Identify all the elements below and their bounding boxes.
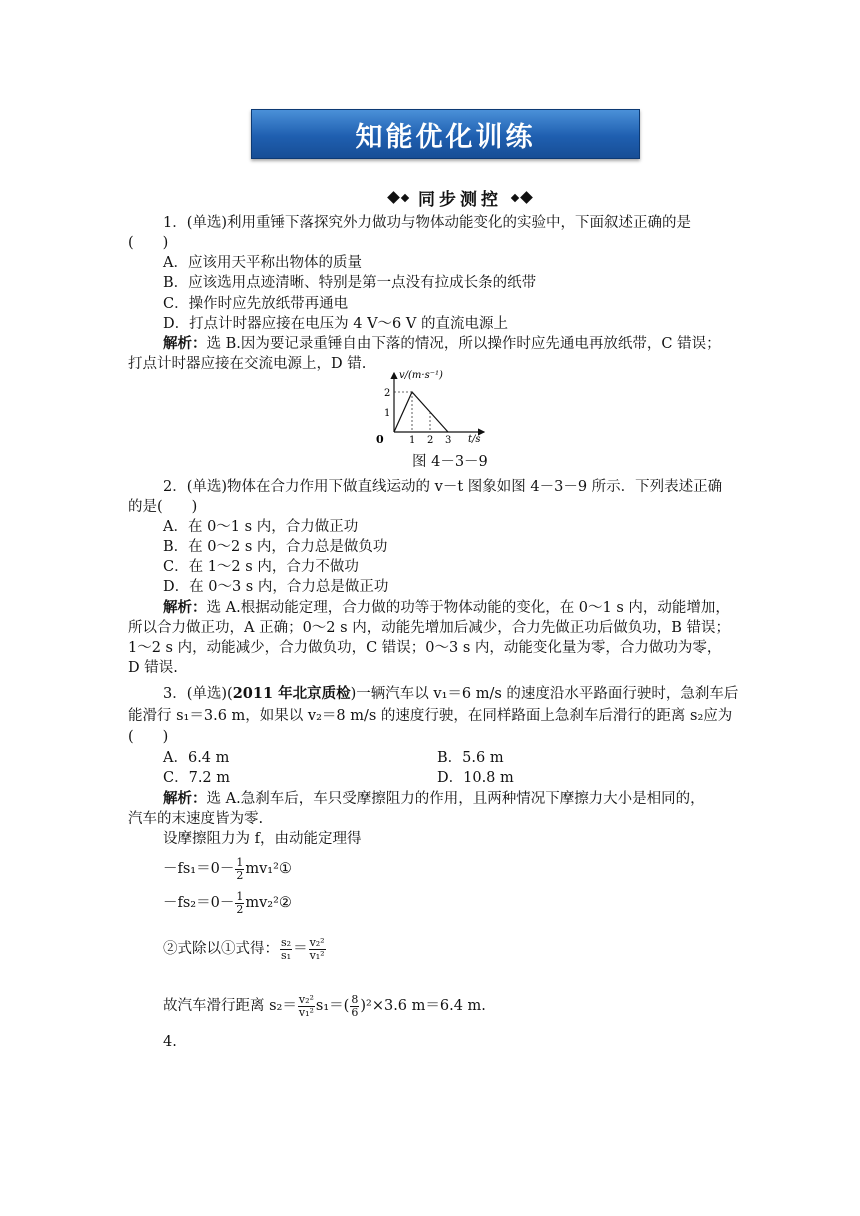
- equation-1: －fs₁＝0－ $\frac{1}{2}$ mv₁²①: [163, 855, 292, 882]
- q3-analysis-cont: 汽车的末速度皆为零.: [128, 811, 264, 827]
- q3-stem-cont: 能滑行 s₁＝3.6 m，如果以 v₂＝8 m/s 的速度行驶，在同样路面上急刹车后滑行的距离 s₂应为: [128, 708, 733, 724]
- q3-option-c: C．7.2 m: [163, 770, 231, 786]
- fraction-s-ratio: $\frac{\text{s₂}}{\text{s₁}}$: [281, 935, 292, 962]
- origin-label: 0: [376, 433, 384, 444]
- fraction-v-ratio: $\frac{\text{v₂²}}{\text{v₁²}}$: [298, 992, 314, 1019]
- fraction-8-6: $\frac{8}{6}$: [351, 992, 359, 1019]
- q1-stem: 1．(单选)利用重锤下落探究外力做功与物体动能变化的实验中，下面叙述正确的是: [163, 215, 692, 231]
- fraction-half: $\frac{1}{2}$: [236, 855, 244, 882]
- x-tick-label: 2: [427, 435, 434, 444]
- q1-bracket: ( ): [128, 235, 169, 251]
- q3-option-b: B．5.6 m: [437, 750, 504, 766]
- q2-analysis-cont: D 错误.: [128, 660, 178, 676]
- q3-analysis-cont: 设摩擦阻力为 f，由动能定理得: [163, 831, 362, 847]
- y-tick-label: 2: [384, 388, 391, 399]
- q2-stem: 2．(单选)物体在合力作用下做直线运动的 v－t 图象如图 4－3－9 所示．下列表述正确: [163, 479, 723, 495]
- x-tick-label: 1: [409, 435, 416, 444]
- analysis-label: 解析：: [163, 599, 207, 616]
- q2-analysis-cont: 所以合力做正功，A 正确；0～2 s 内，动能先增加后减少，合力先做正功后做负功，B 错误；: [128, 620, 730, 636]
- q3-option-d: D．10.8 m: [437, 770, 514, 786]
- section-title: 同步测控: [418, 190, 502, 210]
- q3-analysis: 解析：选 A.急刹车后，车只受摩擦阻力的作用，且两种情况下摩擦力大小是相同的，: [163, 790, 705, 807]
- figure-caption: 图 4－3－9: [412, 454, 488, 470]
- analysis-label: 解析：: [163, 790, 207, 807]
- diamond-icon: [401, 193, 409, 201]
- analysis-label: 解析：: [163, 335, 207, 352]
- x-tick-label: 3: [445, 435, 452, 444]
- q2-analysis-cont: 1～2 s 内，动能减少，合力做负功，C 错误；0～3 s 内，动能变化量为零，合力做功为零，: [128, 640, 722, 656]
- equation-ratio: ②式除以①式得： $\frac{\text{s₂}}{\text{s₁}}$ ＝ $\frac{\text{v₂²}}{\text{v₁²}}$: [163, 935, 325, 962]
- y-axis-label: v/(m·s⁻¹): [399, 370, 443, 381]
- q2-option-c: C．在 1～2 s 内，合力不做功: [163, 559, 359, 575]
- y-tick-label: 1: [384, 408, 391, 419]
- fraction-half: $\frac{1}{2}$: [236, 889, 244, 916]
- q3-stem: 3．(单选)(2011 年北京质检)一辆汽车以 v₁＝6 m/s 的速度沿水平路面行驶时，急刹车后: [163, 685, 739, 702]
- x-axis-label: t/s: [468, 434, 481, 444]
- q2-stem-cont: 的是( ): [128, 499, 198, 515]
- section-banner: 知能优化训练: [251, 109, 640, 159]
- q2-analysis: 解析：选 A.根据动能定理，合力做的功等于物体动能的变化，在 0～1 s 内，动能增加，: [163, 599, 730, 616]
- section-heading: [0, 185, 860, 210]
- q4-number: 4.: [163, 1034, 177, 1050]
- diamond-icon: [511, 193, 519, 201]
- fraction-v-ratio: $\frac{\text{v₂²}}{\text{v₁²}}$: [309, 935, 325, 962]
- q1-option-a: A．应该用天平称出物体的质量: [163, 255, 362, 271]
- q3-bracket: ( ): [128, 729, 169, 745]
- q3-option-a: A．6.4 m: [163, 750, 230, 766]
- vt-graph: [372, 366, 492, 444]
- equation-2: －fs₂＝0－ $\frac{1}{2}$ mv₂²②: [163, 889, 292, 916]
- vt-series-line: [394, 392, 448, 432]
- q1-analysis: 解析：选 B.因为要记录重锤自由下落的情况，所以操作时应先通电再放纸带，C 错误；: [163, 335, 721, 352]
- q1-option-d: D．打点计时器应接在电压为 4 V～6 V 的直流电源上: [163, 316, 508, 332]
- q3-source: 2011 年北京质检: [232, 685, 351, 702]
- q2-option-b: B．在 0～2 s 内，合力总是做负功: [163, 539, 388, 555]
- diamond-icon: [387, 191, 400, 204]
- q1-option-c: C．操作时应先放纸带再通电: [163, 296, 349, 312]
- equation-final: 故汽车滑行距离 s₂＝ $\frac{\text{v₂²}}{\text{v₁²}}$ s₁＝( $\frac{8}{6}$ )²×3.6 m＝6.4 m.: [163, 992, 486, 1019]
- q2-option-d: D．在 0～3 s 内，合力总是做正功: [163, 579, 389, 595]
- q2-option-a: A．在 0～1 s 内，合力做正功: [163, 519, 359, 535]
- q1-analysis-cont: 打点计时器应接在交流电源上，D 错.: [128, 356, 367, 372]
- q1-option-b: B．应该选用点迹清晰、特别是第一点没有拉成长条的纸带: [163, 275, 537, 291]
- diamond-icon: [520, 191, 533, 204]
